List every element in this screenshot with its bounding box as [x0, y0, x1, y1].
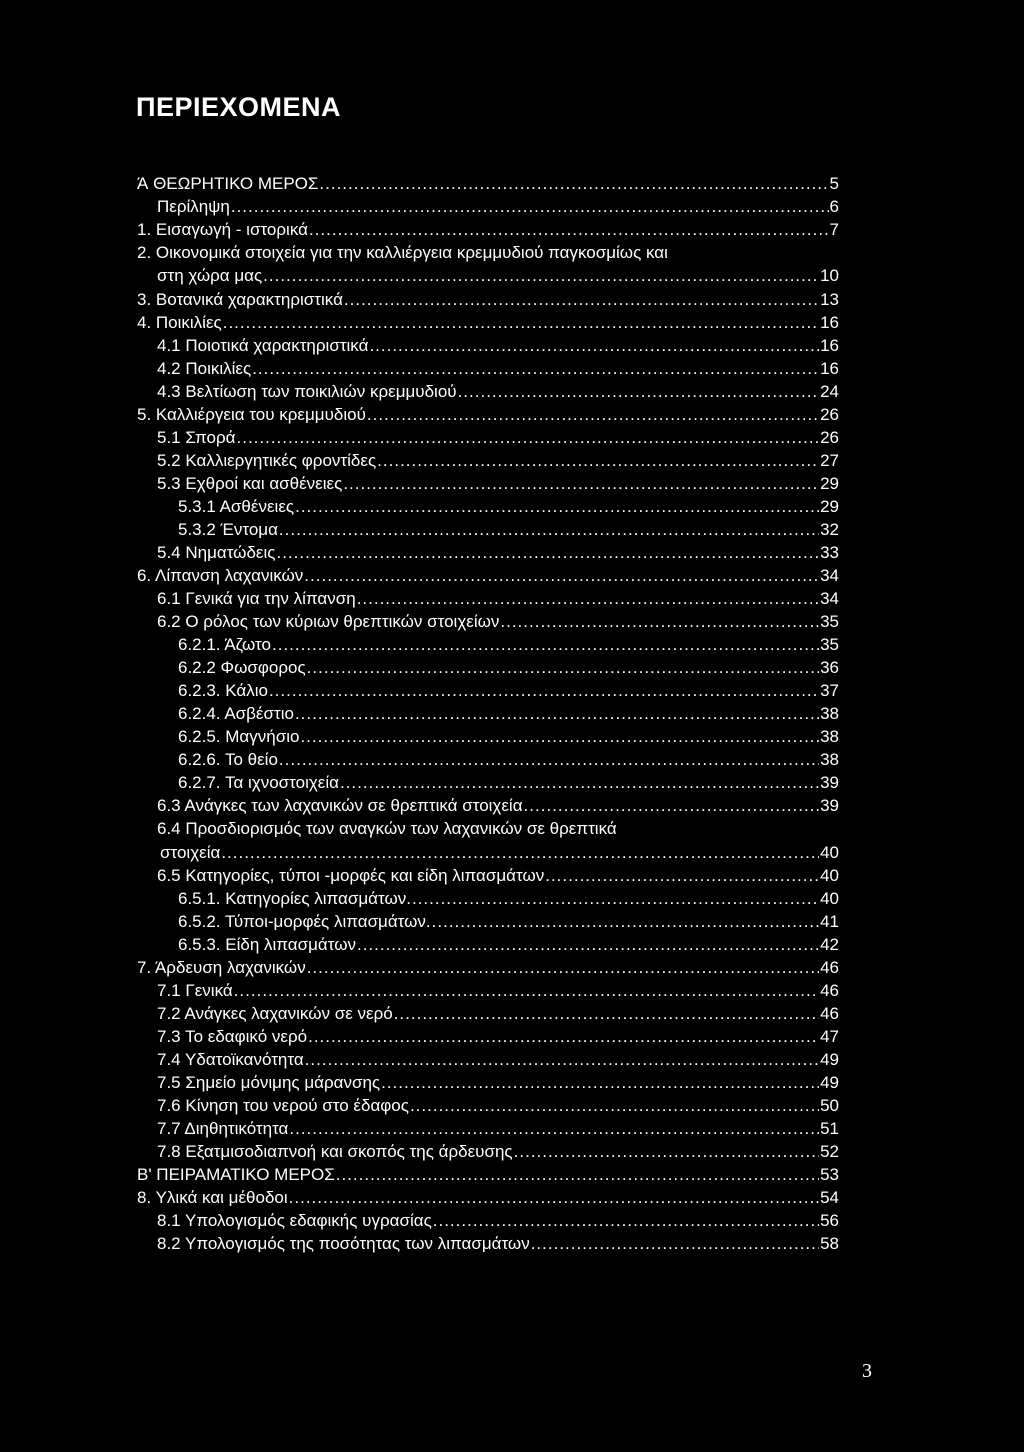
toc-dot-leader — [514, 1142, 819, 1161]
toc-entry — [157, 866, 839, 885]
toc-entry-page: 49 — [820, 1073, 839, 1092]
toc-entry-title: 6.5.1. Κατηγορίες λιπασμάτων. — [178, 889, 411, 908]
toc-entry-title: 6.3 Ανάγκες των λαχανικών σε θρεπτικά στοιχεία — [157, 796, 523, 815]
toc-entry — [178, 497, 839, 516]
toc-dot-leader — [432, 912, 819, 931]
toc-entry-title: 3. Βοτανικά χαρακτηριστικά — [137, 290, 343, 309]
toc-entry-page: 26 — [820, 405, 839, 424]
toc-entry-title: 5. Καλλιέργεια του κρεμμυδιού — [137, 405, 366, 424]
toc-entry — [160, 843, 839, 862]
toc-entry-title: στοιχεία — [160, 843, 221, 862]
toc-entry-page: 6 — [829, 197, 839, 216]
toc-dot-leader — [305, 1050, 819, 1069]
toc-dot-leader — [410, 1096, 819, 1115]
toc-entry — [157, 428, 839, 447]
toc-entry-title: 6.5 Κατηγορίες, τύποι -μορφές και είδη λιπασμάτων — [157, 866, 545, 885]
toc-entry-page: 50 — [820, 1096, 839, 1115]
toc-entry-page: 51 — [820, 1119, 839, 1138]
toc-dot-leader — [223, 313, 819, 332]
toc-dot-leader — [367, 405, 819, 424]
toc-dot-leader — [279, 750, 819, 769]
toc-entry — [137, 243, 839, 262]
toc-entry-title: 2. Οικονομικά στοιχεία για την καλλιέργεια κρεμμυδιού παγκοσμίως και — [137, 243, 668, 262]
toc-entry-title: 6.4 Προσδιορισμός των αναγκών των λαχανικών σε θρεπτικά — [157, 819, 617, 838]
toc-dot-leader — [309, 220, 829, 239]
toc-dot-leader — [394, 1004, 819, 1023]
toc-entry — [178, 704, 839, 723]
toc-entry — [178, 889, 839, 908]
toc-entry-title: 5.2 Καλλιεργητικές φροντίδες — [157, 451, 377, 470]
toc-entry-page: 52 — [820, 1142, 839, 1161]
toc-entry-page: 16 — [820, 336, 839, 355]
toc-dot-leader — [300, 727, 819, 746]
toc-entry — [178, 750, 839, 769]
toc-entry-title: 4. Ποικιλίες — [137, 313, 222, 332]
toc-entry-page: 34 — [820, 589, 839, 608]
toc-entry — [178, 520, 839, 539]
toc-dot-leader — [357, 935, 819, 954]
toc-dot-leader — [272, 635, 819, 654]
toc-entry-title: 7.2 Ανάγκες λαχανικών σε νερό — [157, 1004, 393, 1023]
toc-dot-leader — [252, 359, 819, 378]
toc-entry — [157, 266, 839, 285]
toc-entry-title: 6.2.6. Το θείο — [178, 750, 278, 769]
toc-entry-page: 53 — [820, 1165, 839, 1184]
toc-dot-leader — [308, 1027, 819, 1046]
toc-entry-title: 5.1 Σπορά — [157, 428, 236, 447]
toc-dot-leader — [357, 589, 819, 608]
toc-entry-title: 7.4 Υδατοϊκανότητα — [157, 1050, 304, 1069]
toc-dot-leader — [234, 981, 819, 1000]
toc-entry-page: 37 — [820, 681, 839, 700]
toc-entry — [157, 1073, 839, 1092]
toc-entry-page: 29 — [820, 497, 839, 516]
toc-entry — [178, 773, 839, 792]
toc-entry-page: 26 — [820, 428, 839, 447]
toc-entry — [157, 1027, 839, 1046]
toc-entry-page: 54 — [820, 1188, 839, 1207]
toc-entry-title: 7.1 Γενικά — [157, 981, 233, 1000]
toc-dot-leader — [237, 428, 820, 447]
toc-entry-title: Ά ΘΕΩΡΗΤΙΚΟ ΜΕΡΟΣ — [137, 174, 319, 193]
toc-dot-leader — [276, 543, 819, 562]
toc-entry — [137, 1165, 839, 1184]
toc-dot-leader — [381, 1073, 819, 1092]
toc-dot-leader — [295, 704, 819, 723]
toc-entry-page: 29 — [820, 474, 839, 493]
toc-entry — [157, 359, 839, 378]
toc-dot-leader — [289, 1188, 819, 1207]
toc-entry-title: 7.6 Κίνηση του νερού στο έδαφος — [157, 1096, 409, 1115]
toc-entry — [178, 727, 839, 746]
toc-entry — [157, 796, 839, 815]
toc-entry-title: 6.2.5. Μαγνήσιο — [178, 727, 300, 746]
toc-entry-page: 34 — [820, 566, 839, 585]
toc-entry-page: 46 — [820, 1004, 839, 1023]
toc-entry-page: 56 — [820, 1211, 839, 1230]
toc-entry-page: 39 — [820, 773, 839, 792]
toc-dot-leader — [319, 174, 828, 193]
toc-entry — [157, 1096, 839, 1115]
toc-entry-page: 5 — [829, 174, 839, 193]
toc-entry-page: 41 — [820, 912, 839, 931]
toc-dot-leader — [531, 1234, 819, 1253]
toc-entry-page: 33 — [820, 543, 839, 562]
toc-entry-title: 6.1 Γενικά για την λίπανση — [157, 589, 356, 608]
toc-entry — [137, 405, 839, 424]
toc-entry-title: Περίληψη — [157, 197, 230, 216]
toc-dot-leader — [340, 773, 819, 792]
toc-dot-leader — [377, 451, 819, 470]
toc-entry-page: 46 — [820, 958, 839, 977]
toc-entry-title: 6.2.1. Άζωτο — [178, 635, 271, 654]
toc-dot-leader — [458, 382, 820, 401]
toc-entry-page: 35 — [820, 612, 839, 631]
toc-entry-page: 16 — [820, 313, 839, 332]
toc-dot-leader — [263, 266, 819, 285]
toc-entry-page: 49 — [820, 1050, 839, 1069]
toc-entry — [157, 1234, 839, 1253]
toc-entry-title: 7. Άρδευση λαχανικών — [137, 958, 306, 977]
toc-dot-leader — [433, 1211, 819, 1230]
toc-entry-page: 46 — [820, 981, 839, 1000]
toc-entry-title: 6.2.2 Φωσφορος — [178, 658, 306, 677]
toc-entry — [178, 935, 839, 954]
toc-dot-leader — [269, 681, 819, 700]
toc-dot-leader — [221, 843, 819, 862]
toc-entry-page: 24 — [820, 382, 839, 401]
toc-entry-title: 4.1 Ποιοτικά χαρακτηριστικά — [157, 336, 369, 355]
toc-entry-title: 8.2 Υπολογισμός της ποσότητας των λιπασμάτων — [157, 1234, 530, 1253]
toc-entry-title: 6.2.4. Ασβέστιο — [178, 704, 294, 723]
toc-entry — [178, 658, 839, 677]
toc-entry-page: 39 — [820, 796, 839, 815]
toc-entry-title: 6.5.3. Είδη λιπασμάτων — [178, 935, 356, 954]
toc-entry — [137, 566, 839, 585]
toc-entry-title: 6.2.7. Τα ιχνοστοιχεία — [178, 773, 339, 792]
toc-entry — [157, 197, 839, 216]
toc-entry — [178, 912, 839, 931]
toc-dot-leader — [295, 497, 819, 516]
toc-entry-page: 40 — [820, 843, 839, 862]
toc-entry-title: 5.3.2 Έντομα — [178, 520, 278, 539]
toc-entry — [157, 1142, 839, 1161]
toc-dot-leader — [524, 796, 820, 815]
toc-entry-page: 40 — [820, 889, 839, 908]
toc-dot-leader — [343, 474, 819, 493]
toc-entry-title: 5.4 Νηματώδεις — [157, 543, 276, 562]
page-number: 3 — [862, 1360, 872, 1382]
toc-entry — [137, 174, 839, 193]
toc-entry-title: στη χώρα μας — [157, 266, 263, 285]
toc-dot-leader — [369, 336, 819, 355]
toc-entry-title: 5.3 Εχθροί και ασθένειες — [157, 474, 343, 493]
toc-dot-leader — [231, 197, 829, 216]
toc-entry-page: 40 — [820, 866, 839, 885]
toc-entry-title: 7.5 Σημείο μόνιμης μάρανσης — [157, 1073, 381, 1092]
toc-entry-page: 38 — [820, 704, 839, 723]
toc-entry — [137, 958, 839, 977]
toc-entry — [137, 220, 839, 239]
toc-entry-page: 58 — [820, 1234, 839, 1253]
toc-dot-leader — [304, 566, 819, 585]
toc-entry — [157, 451, 839, 470]
toc-entry — [137, 1188, 839, 1207]
toc-entry-page: 13 — [820, 290, 839, 309]
toc-entry-title: 6.2 Ο ρόλος των κύριων θρεπτικών στοιχείων — [157, 612, 500, 631]
toc-entry-title: 4.2 Ποικιλίες — [157, 359, 252, 378]
toc-entry — [157, 1119, 839, 1138]
toc-entry-title: 1. Εισαγωγή - ιστορικά — [137, 220, 308, 239]
toc-entry-page: 47 — [820, 1027, 839, 1046]
toc-entry-page: 38 — [820, 727, 839, 746]
toc-entry-title: 7.7 Διηθητικότητα — [157, 1119, 289, 1138]
toc-entry — [157, 612, 839, 631]
toc-entry — [157, 1050, 839, 1069]
toc-dot-leader — [412, 889, 819, 908]
toc-entry-page: 32 — [820, 520, 839, 539]
toc-entry — [157, 1004, 839, 1023]
toc-entry — [178, 635, 839, 654]
toc-entry — [157, 981, 839, 1000]
toc-dot-leader — [344, 290, 819, 309]
toc-dot-leader — [289, 1119, 819, 1138]
toc-entry-page: 27 — [820, 451, 839, 470]
toc-entry-title: 7.8 Εξατμισοδιαπνοή και σκοπός της άρδευσης — [157, 1142, 513, 1161]
toc-entry — [157, 1211, 839, 1230]
toc-dot-leader — [500, 612, 819, 631]
toc-dot-leader — [307, 958, 819, 977]
toc-entry-page: 42 — [820, 935, 839, 954]
toc-entry — [137, 313, 839, 332]
toc-entry-title: 6.2.3. Κάλιο — [178, 681, 268, 700]
toc-entry-title: 6. Λίπανση λαχανικών — [137, 566, 304, 585]
toc-entry-title: 8.1 Υπολογισμός εδαφικής υγρασίας — [157, 1211, 432, 1230]
toc-dot-leader — [307, 658, 819, 677]
toc-entry-page: 10 — [820, 266, 839, 285]
toc-entry-title: Β' ΠΕΙΡΑΜΑΤΙΚΟ ΜΕΡΟΣ — [137, 1165, 335, 1184]
toc-entry — [157, 336, 839, 355]
toc-entry-title: 8. Υλικά και μέθοδοι — [137, 1188, 288, 1207]
page-title: ΠΕΡΙΕΧΟΜΕΝΑ — [136, 92, 342, 122]
toc-entry-page: 35 — [820, 635, 839, 654]
toc-entry-page: 7 — [829, 220, 839, 239]
toc-dot-leader — [336, 1165, 819, 1184]
toc-entry-page: 36 — [820, 658, 839, 677]
toc-entry-title: 6.5.2. Τύποι-μορφές λιπασμάτων. — [178, 912, 431, 931]
toc-dot-leader — [545, 866, 819, 885]
toc-entry — [157, 474, 839, 493]
toc-entry-page: 16 — [820, 359, 839, 378]
toc-entry — [137, 290, 839, 309]
toc-entry — [178, 681, 839, 700]
toc-entry-title: 4.3 Βελτίωση των ποικιλιών κρεμμυδιού — [157, 382, 457, 401]
toc-entry-title: 5.3.1 Ασθένειες — [178, 497, 295, 516]
toc-entry — [157, 382, 839, 401]
toc-dot-leader — [279, 520, 819, 539]
toc-entry-page: 38 — [820, 750, 839, 769]
toc-entry — [157, 543, 839, 562]
toc-entry-title: 7.3 Το εδαφικό νερό — [157, 1027, 308, 1046]
toc-entry — [157, 819, 839, 838]
toc-entry — [157, 589, 839, 608]
